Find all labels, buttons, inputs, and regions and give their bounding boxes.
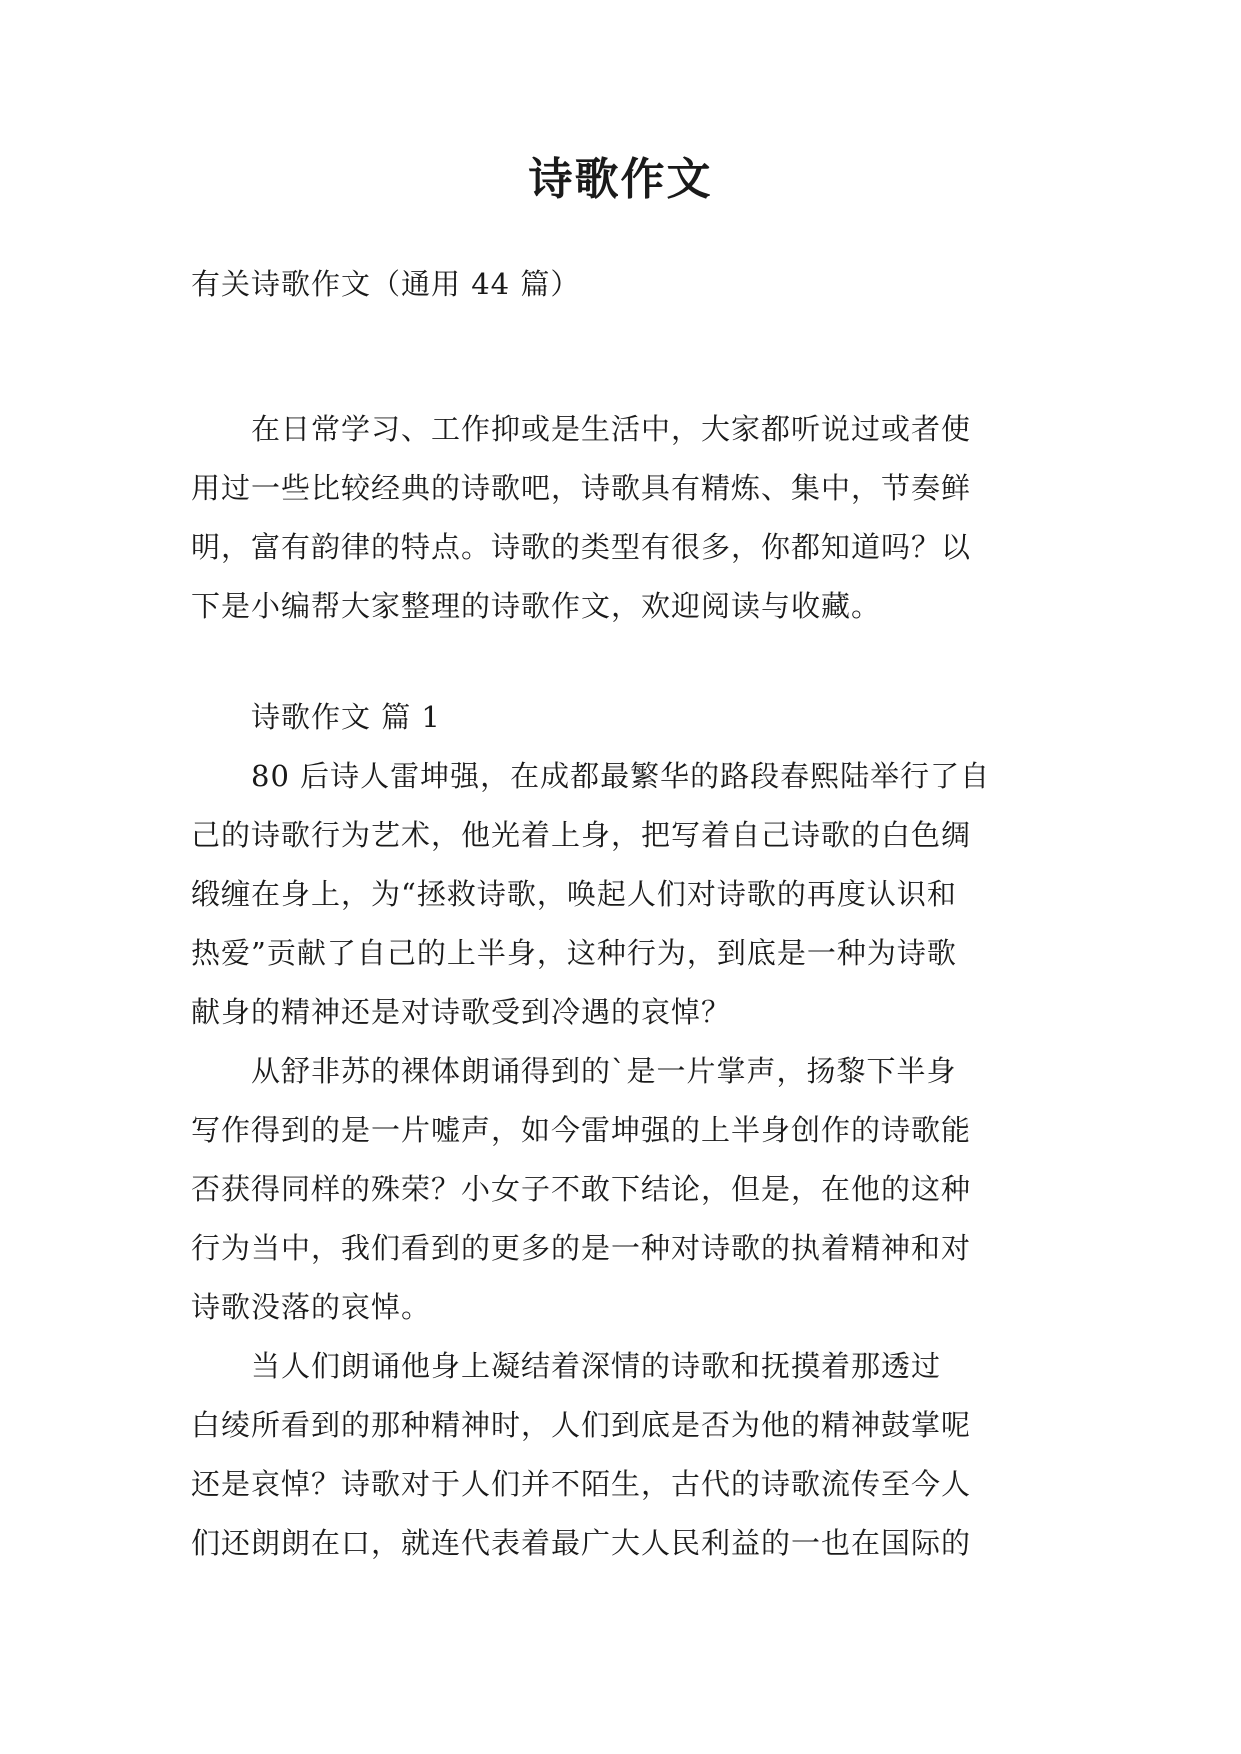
paragraph-line: 80 后诗人雷坤强，在成都最繁华的路段春熙陆举行了自 — [191, 759, 991, 793]
article-section — [191, 688, 1051, 1573]
paragraph-1 — [191, 747, 1051, 1042]
paragraph-line: 写作得到的是一片嘘声，如今雷坤强的上半身创作的诗歌能 — [191, 1113, 972, 1147]
paragraph-line: 热爱”贡献了自己的上半身，这种行为，到底是一种为诗歌 — [191, 936, 957, 970]
intro-paragraph — [191, 400, 1051, 636]
paragraph-3 — [191, 1337, 1051, 1573]
section-heading: 诗歌作文 篇 1 — [191, 700, 441, 734]
paragraph-line: 还是哀悼？诗歌对于人们并不陌生，古代的诗歌流传至今人 — [191, 1467, 972, 1501]
paragraph-line: 诗歌没落的哀悼。 — [191, 1290, 432, 1324]
paragraph-line: 缎缠在身上，为“拯救诗歌，唤起人们对诗歌的再度认识和 — [191, 877, 957, 911]
intro-line: 用过一些比较经典的诗歌吧，诗歌具有精炼、集中，节奏鲜 — [191, 471, 972, 505]
intro-line: 在日常学习、工作抑或是生活中，大家都听说过或者使 — [191, 412, 972, 446]
paragraph-line: 行为当中，我们看到的更多的是一种对诗歌的执着精神和对 — [191, 1231, 972, 1265]
paragraph-line: 当人们朗诵他身上凝结着深情的诗歌和抚摸着那透过 — [191, 1349, 942, 1383]
paragraph-2 — [191, 1042, 1051, 1337]
paragraph-line: 否获得同样的殊荣？小女子不敢下结论，但是，在他的这种 — [191, 1172, 972, 1206]
document-title: 诗歌作文 — [528, 154, 713, 205]
paragraph-line: 们还朗朗在口，就连代表着最广大人民利益的一也在国际的 — [191, 1526, 972, 1560]
intro-line: 明，富有韵律的特点。诗歌的类型有很多，你都知道吗？以 — [191, 530, 972, 564]
intro-line: 下是小编帮大家整理的诗歌作文，欢迎阅读与收藏。 — [191, 589, 882, 623]
paragraph-line: 己的诗歌行为艺术，他光着上身，把写着自己诗歌的白色绸 — [191, 818, 972, 852]
paragraph-line: 献身的精神还是对诗歌受到冷遇的哀悼？ — [191, 995, 732, 1029]
paragraph-line: 从舒非苏的裸体朗诵得到的`是一片掌声，扬黎下半身 — [191, 1054, 957, 1088]
document-subtitle: 有关诗歌作文（通用 44 篇） — [191, 267, 581, 301]
paragraph-line: 白绫所看到的那种精神时，人们到底是否为他的精神鼓掌呢 — [191, 1408, 972, 1442]
